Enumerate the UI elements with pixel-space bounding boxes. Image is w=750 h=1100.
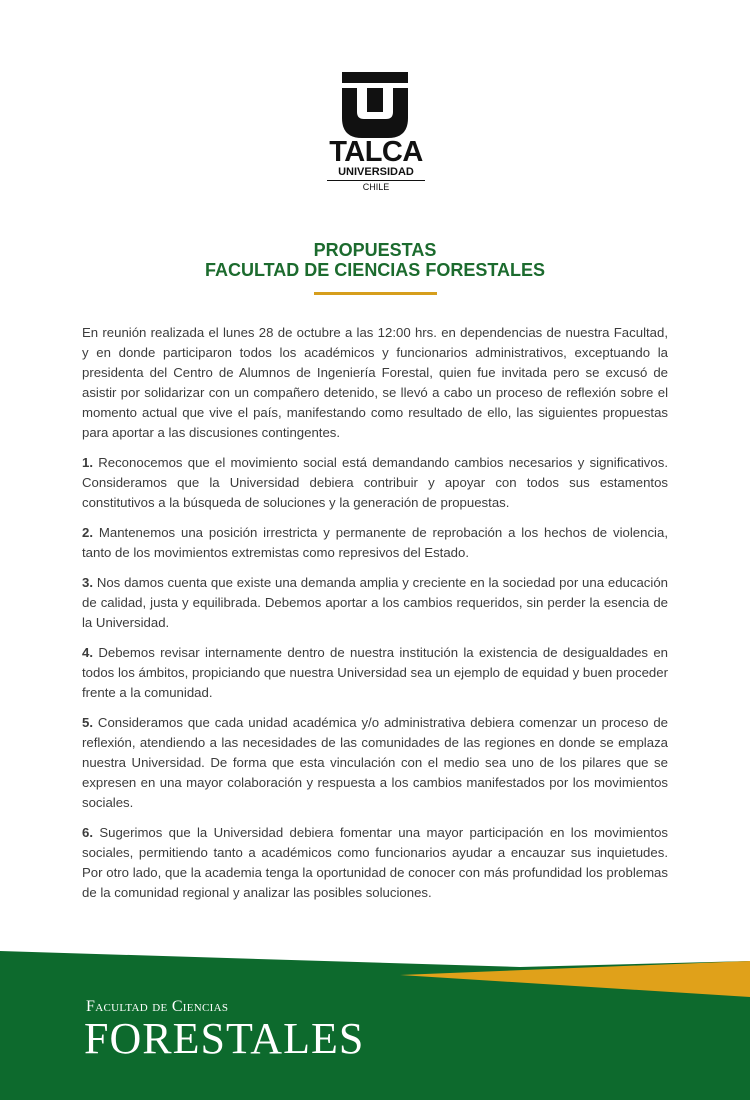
item-text: Mantenemos una posición irrestricta y permanente de reprobación a los hechos de violencia, tanto de los movimientos extremistas como represivos del Estado. <box>82 525 668 560</box>
title-line-1: PROPUESTAS <box>313 240 437 260</box>
university-logo <box>327 72 425 194</box>
item-text: Reconocemos que el movimiento social está demandando cambios necesarios y significativos. Consideramos que la Universidad debiera contribuir y apoyar con todos sus estamentos constitutivos a la búsqueda de soluciones y la generación de propuestas. <box>82 455 668 510</box>
item-number: 1. <box>82 455 93 470</box>
item-text: Nos damos cuenta que existe una demanda amplia y creciente en la sociedad por una educación de calidad, justa y equilibrada. Debemos aportar a los cambios requeridos, sin perder la esencia de la Universidad. <box>82 575 668 630</box>
logo-universidad: UNIVERSIDAD <box>327 166 425 181</box>
proposal-item-4 <box>82 643 668 703</box>
footer-faculty-name: FORESTALES <box>84 1014 365 1063</box>
proposal-item-2 <box>82 523 668 563</box>
proposal-item-6 <box>82 823 668 903</box>
item-text: Consideramos que cada unidad académica y/o administrativa debiera comenzar un proceso de reflexión, atendiendo a las necesidades de las comunidades de las regiones en donde se emplaza nuestra Universidad. De forma que esta vinculación con el medio sea uno de los pilares que se expresen en una mayor colaboración y respuesta a los cambios manifestados por los movimientos sociales. <box>82 715 668 810</box>
proposal-item-1 <box>82 453 668 513</box>
item-text: Debemos revisar internamente dentro de nuestra institución la existencia de desigualdades en todos los ámbitos, propiciando que nuestra Universidad sea un ejemplo de equidad y buen proceder frente a la comunidad. <box>82 645 668 700</box>
title-line-2: FACULTAD DE CIENCIAS FORESTALES <box>204 260 545 280</box>
item-number: 5. <box>82 715 93 730</box>
page-title <box>0 240 750 280</box>
document-body <box>82 323 668 913</box>
intro-paragraph: En reunión realizada el lunes 28 de octubre a las 12:00 hrs. en dependencias de nuestra Facultad, y en donde participaron todos los académicos y funcionarios administrativos, exceptuando la presidenta del Centro de Alumnos de Ingeniería Forestal, quien fue invitada pero se excusó de asistir por solidarizar con un compañero detenido, se llevó a cabo un proceso de reflexión sobre el momento actual que vive el país, manifestando como resultado de ello, las siguientes propuestas para aportar a las discusiones contingentes. <box>82 325 668 440</box>
talca-shield-icon <box>342 72 408 138</box>
item-text: Sugerimos que la Universidad debiera fomentar una mayor participación en los movimientos sociales, permitiendo tanto a académicos como funcionarios ayudar a encauzar sus inquietudes. Por otro lado, que la academia tenga la oportunidad de conocer con más profundidad los problemas de la comunidad regional y analizar las posibles soluciones. <box>82 825 669 900</box>
item-number: 2. <box>82 525 93 540</box>
proposal-item-5 <box>82 713 668 813</box>
proposal-item-3 <box>82 573 668 633</box>
logo-chile: CHILE <box>362 182 390 192</box>
item-number: 4. <box>82 645 93 660</box>
item-number: 3. <box>82 575 93 590</box>
footer-faculty-label: Facultad de Ciencias <box>86 998 229 1015</box>
item-number: 6. <box>82 825 93 840</box>
logo-wordmark: TALCA <box>329 136 423 168</box>
title-underline <box>314 292 437 295</box>
